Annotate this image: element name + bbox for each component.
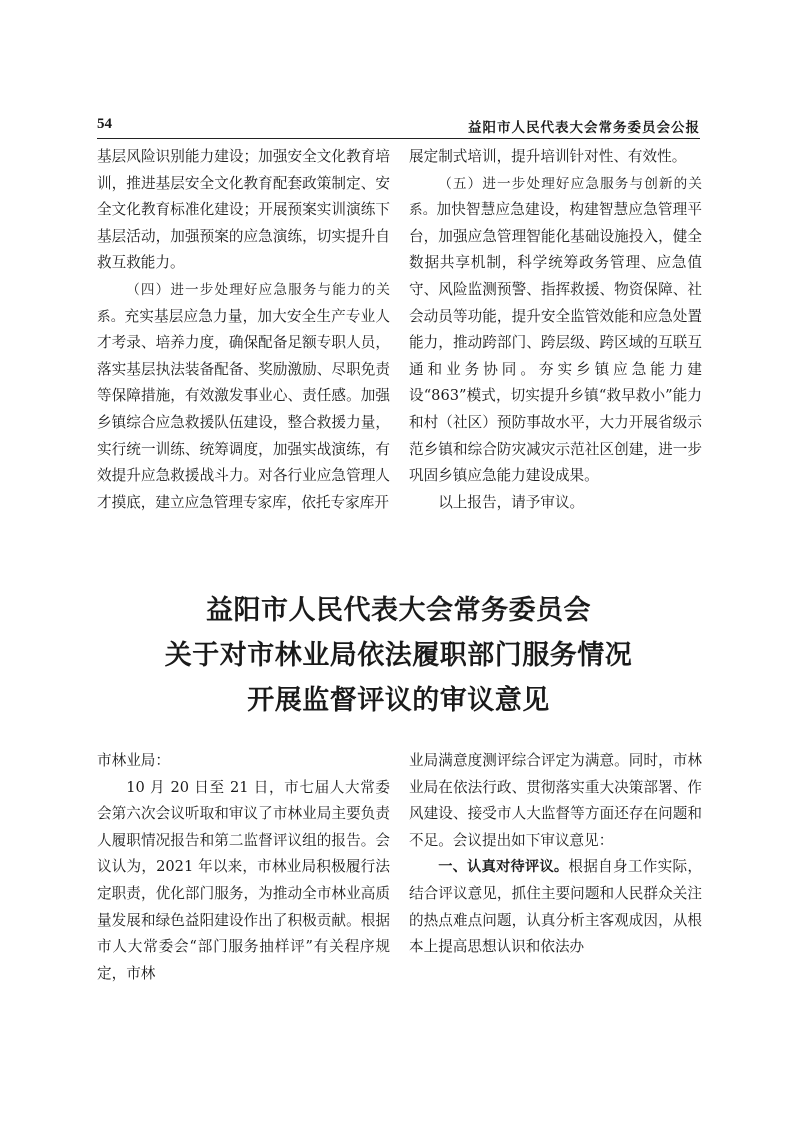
paragraph [409, 854, 702, 960]
title-line-3: 开展监督评议的审议意见 [247, 685, 550, 716]
page-header [97, 116, 700, 139]
closing-line: 以上报告，请予审议。 [438, 493, 585, 511]
journal-title: 益阳市人民代表大会常务委员会公报 [468, 120, 700, 136]
top-left-column [97, 144, 390, 516]
paragraph: 展定制式培训，提升培训针对性、有效性。 [409, 148, 687, 165]
section-heading: （五）进一步处理好应急服务与创新的关系。 [409, 175, 702, 219]
paragraph [409, 171, 702, 490]
document-title [97, 588, 700, 723]
paragraph: 基层风险识别能力建设；加强安全文化教育培训，推进基层安全文化教育配套政策制定、安全文化教育标准化建设；开展预案实训演练下基层活动，加强预案的应急演练，切实提升自救互救能力。 [97, 148, 390, 272]
paragraph-body: 加快智慧应急建设，构建智慧应急管理平台，加强应急管理智能化基础设施投入，健全数据共享机制，科学统筹政务管理、应急值守、风险监测预警、指挥救援、物资保障、社会动员等功能，提升安全监管效能和应急处置能力，推动跨部门、跨层级、跨区域的互联互通和业务协同。夯实乡镇应急能力建设“863”模式，切实提升乡镇“救早救小”能力和村（社区）预防事故水平，大力开展省级示范乡镇和综合防灾减灾示范社区创建，进一步巩固乡镇应急能力建设成果。 [409, 201, 702, 485]
section-heading: （四）进一步处理好应急服务与能力的关系。 [97, 281, 390, 325]
paragraph: 10 月 20 日至 21 日，市七届人大常委会第六次会议听取和审议了市林业局主要负责人履职情况报告和第二监督评议组的报告。会议认为，2021 年以来，市林业局积极履行法定职责，优化部门服务，为推动全市林业高质量发展和绿色益阳建设作出了积极贡献。根据市人大常委会“部门服务抽样评”有关程序规定，市林 [97, 778, 390, 982]
section-heading: 一、认真对待评议。 [438, 859, 569, 876]
title-line-2: 关于对市林业局依法履职部门服务情况 [164, 640, 633, 671]
page-number: 54 [97, 116, 112, 132]
top-right-column [409, 144, 702, 516]
paragraph [97, 277, 390, 516]
title-line-1: 益阳市人民代表大会常务委员会 [206, 595, 591, 626]
paragraph: 业局满意度测评综合评定为满意。同时，市林业局在依法行政、贯彻落实重大决策部署、作风建设、接受市人大监督等方面还存在问题和不足。会议提出如下审议意见： [409, 752, 702, 849]
paragraph-body: 充实基层应急力量，加大安全生产专业人才考录、培养力度，确保配备足额专职人员，落实基层执法装备配备、奖励激励、尽职免责等保障措施，有效激发事业心、责任感。加强乡镇综合应急救援队伍建设，整合救援力量，实行统一训练、统筹调度，加强实战演练，有效提升应急救援战斗力。对各行业应急管理人才摸底，建立应急管理专家库，依托专家库开 [97, 307, 390, 511]
paragraph-body: 根据自身工作实际，结合评议意见，抓住主要问题和人民群众关注的热点难点问题，认真分析主客观成因，从根本上提高思想认识和依法办 [409, 858, 702, 956]
salutation: 市林业局： [97, 752, 170, 769]
bottom-right-column [409, 748, 702, 961]
bottom-left-column [97, 748, 390, 987]
